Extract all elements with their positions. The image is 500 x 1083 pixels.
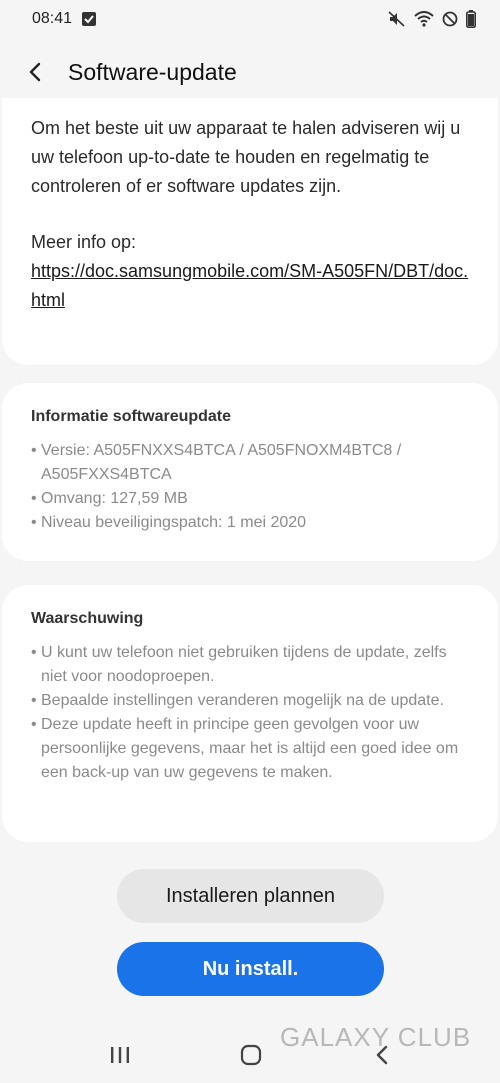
description-text: Om het beste uit uw apparaat te halen adviseren wij u uw telefoon up-to-date te houden en regelmatig te controleren of er software updates zijn. bbox=[31, 118, 461, 196]
battery-icon bbox=[466, 10, 476, 28]
recent-apps-icon[interactable] bbox=[108, 1044, 132, 1071]
warning-item: • Bepaalde instellingen veranderen mogelijk na de update. bbox=[31, 689, 474, 713]
navigation-bar bbox=[0, 1030, 500, 1083]
version-item: • Versie: A505FNXXS4BTCA / A505FNOXM4BTC8 / A505FXXS4BTCA bbox=[31, 439, 474, 487]
home-icon[interactable] bbox=[238, 1042, 264, 1073]
status-bar bbox=[0, 0, 500, 38]
nav-back-icon[interactable] bbox=[372, 1044, 392, 1071]
schedule-install-button[interactable]: Installeren plannen bbox=[117, 869, 384, 923]
back-arrow-icon[interactable] bbox=[22, 58, 50, 86]
warning-item: • U kunt uw telefoon niet gebruiken tijdens de update, zelfs niet voor noodoproepen. bbox=[31, 641, 474, 689]
warning-card bbox=[2, 585, 498, 842]
update-info-title: Informatie softwareupdate bbox=[31, 408, 232, 425]
size-item: • Omvang: 127,59 MB bbox=[31, 487, 474, 511]
update-info-card bbox=[2, 383, 498, 561]
more-info-label: Meer info op: bbox=[31, 232, 137, 252]
page-title: Software-update bbox=[68, 59, 237, 85]
mute-icon bbox=[388, 11, 406, 27]
install-now-button[interactable]: Nu install. bbox=[117, 942, 384, 996]
scroll-content[interactable] bbox=[0, 98, 500, 858]
do-not-disturb-icon bbox=[442, 11, 458, 27]
watermark-logo: GALAXY CLUB bbox=[280, 1022, 472, 1052]
update-info-list bbox=[31, 439, 474, 535]
warning-list bbox=[31, 641, 474, 785]
description-card bbox=[2, 98, 498, 365]
status-time: 08:41 bbox=[32, 10, 73, 27]
more-info-link[interactable]: https://doc.samsungmobile.com/SM-A505FN/DBT/doc.html bbox=[31, 261, 469, 310]
warning-item: • Deze update heeft in principe geen gevolgen voor uw persoonlijke gegevens, maar het is altijd een goed idee om een back-up van uw gegevens te maken. bbox=[31, 713, 474, 785]
app-header bbox=[0, 48, 500, 98]
wifi-icon bbox=[414, 11, 434, 27]
warning-title: Waarschuwing bbox=[31, 610, 144, 627]
checklist-icon bbox=[82, 12, 96, 26]
security-patch-item: • Niveau beveiligingspatch: 1 mei 2020 bbox=[31, 511, 474, 535]
